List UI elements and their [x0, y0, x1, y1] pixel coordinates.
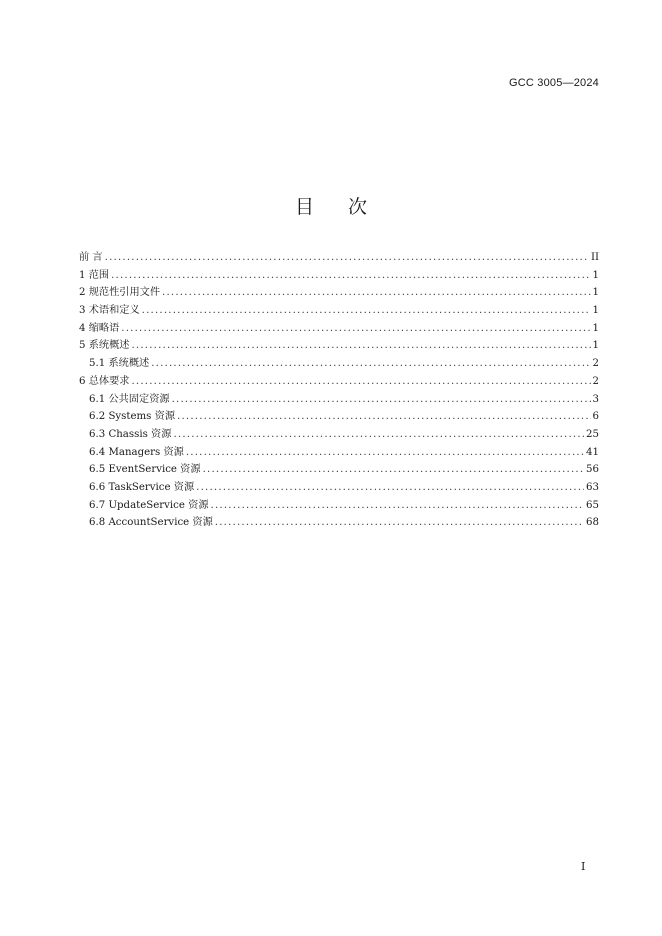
toc-entry-label: 6.3 Chassis 资源 [89, 428, 172, 440]
toc-dot-leader [196, 479, 584, 497]
toc-entry-page: 65 [586, 499, 599, 511]
toc-entry-label: 前 言 [79, 252, 103, 263]
toc-entry-label: 6.1 公共固定资源 [89, 393, 170, 405]
document-code: GCC 3005—2024 [508, 77, 599, 89]
toc-dot-leader [177, 408, 590, 426]
toc-dot-leader [121, 320, 590, 338]
toc-entry[interactable] [79, 302, 599, 320]
toc-entry-label: 6.2 Systems 资源 [89, 411, 176, 423]
toc-entry[interactable] [79, 444, 599, 462]
toc-entry[interactable] [79, 337, 599, 355]
toc-entry-page: 1 [592, 322, 599, 334]
toc-entry-page: 63 [586, 481, 599, 493]
toc-entry-label: 2 规范性引用文件 [79, 287, 161, 299]
toc-entry[interactable] [79, 249, 599, 267]
toc-entry[interactable] [79, 426, 599, 444]
toc-entry-label: 6.4 Managers 资源 [89, 446, 184, 458]
toc-entry-label: 6 总体要求 [79, 375, 130, 387]
toc-entry-label: 5.1 系统概述 [89, 358, 150, 370]
toc-entry-page: 2 [592, 358, 599, 370]
toc-entry-page: 1 [592, 269, 599, 281]
toc-entry-label: 3 术语和定义 [79, 305, 140, 317]
toc-entry-page: II [590, 252, 599, 263]
toc-entry-label: 6.8 AccountService 资源 [89, 517, 213, 529]
toc-dot-leader [173, 426, 584, 444]
toc-entry-label: 6.7 UpdateService 资源 [89, 499, 209, 511]
toc-dot-leader [162, 284, 590, 302]
toc-dot-leader [131, 373, 590, 391]
toc-dot-leader [111, 267, 590, 285]
toc-entry-page: 6 [592, 411, 599, 423]
toc-entry-label: 5 系统概述 [79, 340, 130, 352]
toc-entry[interactable] [79, 267, 599, 285]
toc-entry-label: 6.5 EventService 资源 [89, 464, 201, 476]
toc-title: 目 次 [294, 196, 382, 218]
toc-entry[interactable] [79, 373, 599, 391]
toc-entry[interactable] [79, 355, 599, 373]
toc-dot-leader [105, 249, 589, 267]
toc-entry[interactable] [79, 514, 599, 532]
toc-entry-page: 1 [592, 340, 599, 352]
toc-entry-page: 68 [586, 517, 599, 529]
toc-entry[interactable] [79, 461, 599, 479]
toc-dot-leader [151, 355, 590, 373]
toc-entry-label: 1 范围 [79, 269, 110, 281]
toc-dot-leader [142, 302, 591, 320]
toc-dot-leader [131, 337, 590, 355]
toc-dot-leader [203, 461, 584, 479]
toc-entry-page: 56 [586, 464, 599, 476]
table-of-contents [79, 249, 599, 532]
toc-entry-page: 41 [586, 446, 599, 458]
toc-entry-page: 1 [592, 287, 599, 299]
toc-entry-page: 1 [592, 305, 599, 317]
toc-entry[interactable] [79, 320, 599, 338]
toc-entry[interactable] [79, 479, 599, 497]
toc-entry-page: 25 [586, 428, 599, 440]
toc-dot-leader [186, 444, 584, 462]
toc-dot-leader [172, 391, 591, 409]
toc-entry[interactable] [79, 497, 599, 515]
toc-entry[interactable] [79, 391, 599, 409]
toc-dot-leader [215, 514, 584, 532]
toc-entry-label: 4 缩略语 [79, 322, 120, 334]
toc-entry-label: 6.6 TaskService 资源 [89, 481, 195, 493]
toc-entry-page: 2 [592, 375, 599, 387]
toc-entry[interactable] [79, 284, 599, 302]
page-number: I [581, 860, 586, 873]
toc-entry[interactable] [79, 408, 599, 426]
toc-dot-leader [211, 497, 585, 515]
toc-entry-page: 3 [592, 393, 599, 405]
